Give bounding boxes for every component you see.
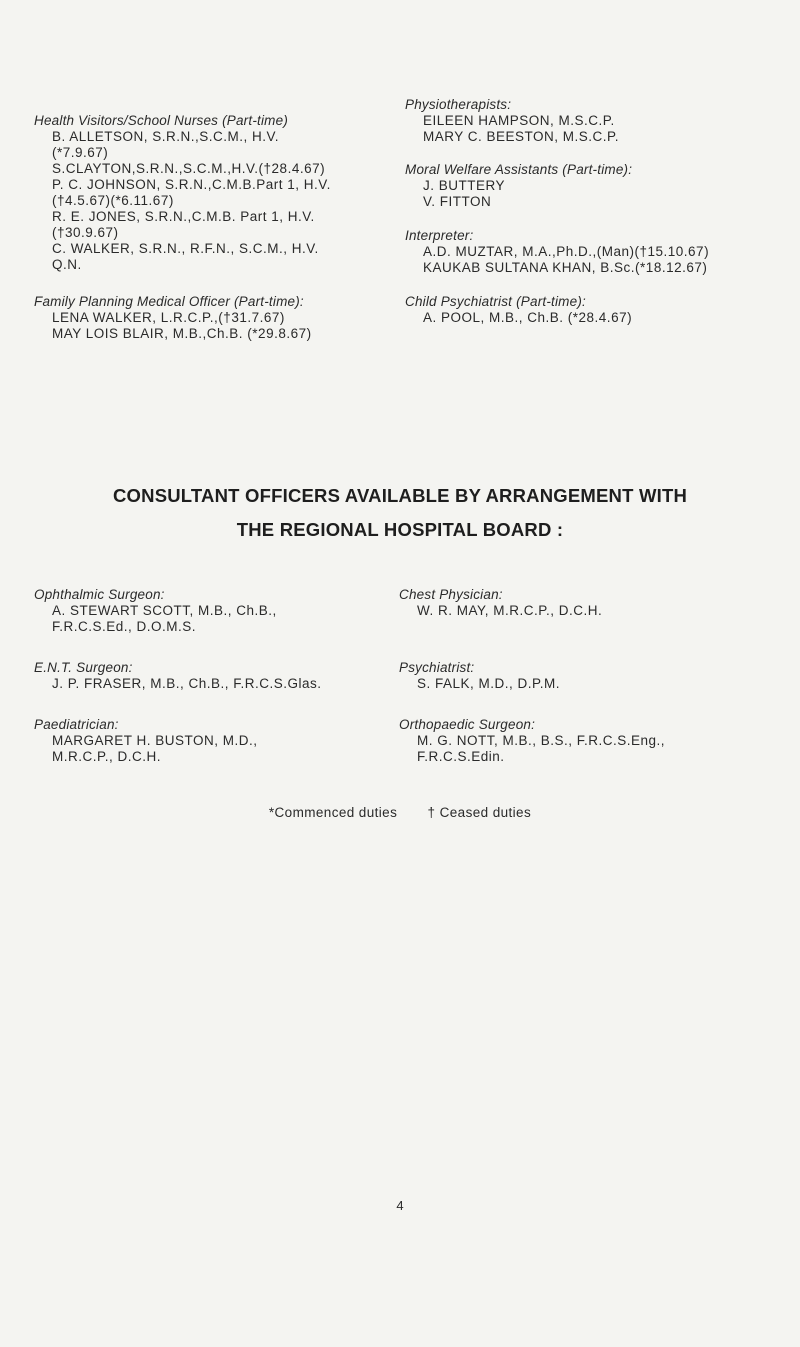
staff-line: V. FITTON xyxy=(423,194,492,209)
paediatrician-section xyxy=(34,717,258,765)
child-psychiatrist-section xyxy=(405,294,632,326)
section-heading: Child Psychiatrist (Part-time): xyxy=(405,294,586,309)
staff-line: (†4.5.67)(*6.11.67) xyxy=(52,193,174,208)
page-number: 4 xyxy=(396,1198,404,1213)
consultants-title-line1: CONSULTANT OFFICERS AVAILABLE BY ARRANGEMENT WITH xyxy=(112,485,688,506)
staff-line: MARGARET H. BUSTON, M.D., xyxy=(52,733,258,748)
staff-line: S. FALK, M.D., D.P.M. xyxy=(417,676,561,691)
section-heading: Moral Welfare Assistants (Part-time): xyxy=(405,162,633,177)
physiotherapists-section xyxy=(405,97,619,145)
staff-line: Q.N. xyxy=(52,257,82,272)
staff-line: KAUKAB SULTANA KHAN, B.Sc.(*18.12.67) xyxy=(423,260,708,275)
staff-line: C. WALKER, S.R.N., R.F.N., S.C.M., H.V. xyxy=(52,241,319,256)
section-heading: Health Visitors/School Nurses (Part-time) xyxy=(34,113,289,128)
interpreter-section xyxy=(405,228,709,276)
footnote-ceased: † Ceased duties xyxy=(427,805,532,820)
ent-surgeon-section xyxy=(34,660,322,692)
staff-line: P. C. JOHNSON, S.R.N.,C.M.B.Part 1, H.V. xyxy=(52,177,331,192)
staff-line: EILEEN HAMPSON, M.S.C.P. xyxy=(423,113,615,128)
staff-line: MAY LOIS BLAIR, M.B.,Ch.B. (*29.8.67) xyxy=(52,326,312,341)
section-heading: Orthopaedic Surgeon: xyxy=(399,717,536,732)
staff-line: A.D. MUZTAR, M.A.,Ph.D.,(Man)(†15.10.67) xyxy=(423,244,710,259)
section-heading: Paediatrician: xyxy=(34,717,119,732)
section-heading: Physiotherapists: xyxy=(405,97,512,112)
staff-line: A. POOL, M.B., Ch.B. (*28.4.67) xyxy=(423,310,633,325)
staff-line: S.CLAYTON,S.R.N.,S.C.M.,H.V.(†28.4.67) xyxy=(52,161,326,176)
staff-line: F.R.C.S.Edin. xyxy=(417,749,505,764)
staff-line: R. E. JONES, S.R.N.,C.M.B. Part 1, H.V. xyxy=(52,209,315,224)
footnote-commenced: *Commenced duties xyxy=(268,805,398,820)
staff-line: B. ALLETSON, S.R.N.,S.C.M., H.V. xyxy=(52,129,280,144)
orthopaedic-surgeon-section xyxy=(399,717,665,765)
staff-line: A. STEWART SCOTT, M.B., Ch.B., xyxy=(52,603,277,618)
footnote xyxy=(0,805,800,820)
staff-line: J. BUTTERY xyxy=(423,178,506,193)
section-heading: Ophthalmic Surgeon: xyxy=(34,587,165,602)
staff-line: LENA WALKER, L.R.C.P.,(†31.7.67) xyxy=(52,310,285,325)
chest-physician-section xyxy=(399,587,602,619)
psychiatrist-section xyxy=(399,660,560,692)
section-heading: E.N.T. Surgeon: xyxy=(34,660,133,675)
family-planning-section xyxy=(34,294,312,342)
moral-welfare-section xyxy=(405,162,632,210)
section-heading: Psychiatrist: xyxy=(399,660,475,675)
ophthalmic-surgeon-section xyxy=(34,587,277,635)
staff-line: F.R.C.S.Ed., D.O.M.S. xyxy=(52,619,197,634)
health-visitors-section xyxy=(34,113,331,273)
staff-line: (*7.9.67) xyxy=(52,145,109,160)
staff-line: W. R. MAY, M.R.C.P., D.C.H. xyxy=(417,603,603,618)
section-heading: Interpreter: xyxy=(405,228,474,243)
consultants-title-line2: THE REGIONAL HOSPITAL BOARD : xyxy=(236,519,564,540)
section-heading: Chest Physician: xyxy=(399,587,503,602)
staff-line: M. G. NOTT, M.B., B.S., F.R.C.S.Eng., xyxy=(417,733,666,748)
staff-line: (†30.9.67) xyxy=(52,225,119,240)
staff-line: M.R.C.P., D.C.H. xyxy=(52,749,162,764)
staff-line: MARY C. BEESTON, M.S.C.P. xyxy=(423,129,620,144)
section-heading: Family Planning Medical Officer (Part-time): xyxy=(34,294,304,309)
staff-line: J. P. FRASER, M.B., Ch.B., F.R.C.S.Glas. xyxy=(52,676,322,691)
